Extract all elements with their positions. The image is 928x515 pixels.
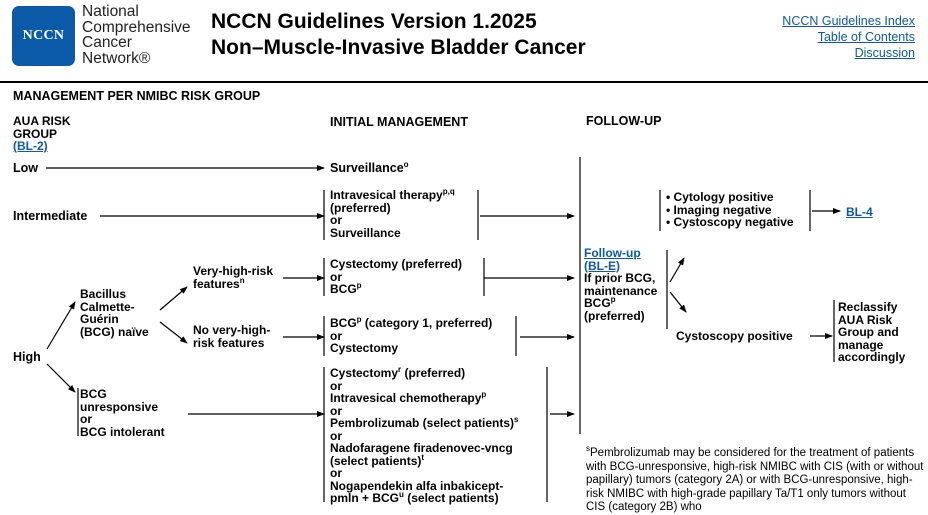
- mgmt-line: BCG: [330, 282, 357, 296]
- label-line: Very-high-risk: [193, 264, 274, 278]
- naive-to-vhr-arrow: [160, 287, 187, 310]
- followup-line: If prior BCG,: [584, 271, 656, 285]
- followup-line: maintenance: [584, 283, 658, 298]
- mgmt-line: (preferred): [401, 366, 466, 380]
- org-line: Comprehensive: [82, 18, 191, 36]
- mgmt-line: or: [330, 428, 342, 443]
- high-to-naive-arrow: [47, 302, 75, 349]
- mgmt-line: BCG: [330, 316, 357, 330]
- footnote-mark: s: [586, 444, 590, 453]
- mgmt-line: or: [330, 378, 342, 393]
- naive-to-nvhr-arrow: [160, 322, 187, 343]
- mgmt-line: or: [330, 328, 342, 343]
- header-line: GROUP: [13, 126, 58, 141]
- org-line: National: [82, 3, 139, 20]
- mgmt-line: or: [330, 213, 342, 227]
- mgmt-line: Intravesical chemotherapy: [330, 391, 482, 405]
- guidelines-index-link[interactable]: NCCN Guidelines Index: [782, 14, 915, 28]
- logo-text: NCCN: [22, 28, 65, 43]
- mgmt-line: (preferred): [330, 200, 391, 215]
- reclassify-line: Group and: [838, 325, 899, 339]
- label-line: BCG: [80, 387, 107, 401]
- label-line: risk features: [193, 335, 265, 350]
- section-title: MANAGEMENT PER NMIBC RISK GROUP: [13, 89, 261, 103]
- mgmt-line: Cystectomy: [330, 341, 399, 355]
- reclassify-line: accordingly: [838, 350, 906, 364]
- title-line-1: NCCN Guidelines Version 1.2025: [211, 10, 537, 33]
- reclassify-line: manage: [838, 337, 884, 352]
- footnote-ref: n: [239, 275, 245, 285]
- followup-line: (preferred): [584, 308, 645, 323]
- label-line: or: [80, 412, 92, 426]
- footnote-ref: s: [514, 415, 519, 424]
- high-to-unresponsive-arrow: [47, 364, 75, 392]
- result-line: • Cystoscopy negative: [666, 215, 794, 229]
- bl2-link[interactable]: (BL-2): [13, 139, 48, 153]
- mgmt-line: or: [330, 466, 342, 480]
- mgmt-line: (category 1, preferred): [361, 316, 493, 330]
- footnote-ref: p: [356, 315, 362, 324]
- followup-line: BCG: [584, 296, 611, 310]
- mgmt-line: Intravesical therapy: [330, 188, 443, 202]
- org-line: Network®: [82, 49, 151, 67]
- mgmt-line: Cystectomy (preferred): [330, 257, 463, 271]
- mgmt-line: Cystectomy: [330, 366, 399, 380]
- result-line: • Imaging negative: [666, 202, 772, 217]
- label-line: (BCG) naïve: [80, 324, 149, 339]
- label-line: BCG intolerant: [80, 424, 165, 439]
- mgmt-line: or: [330, 269, 342, 284]
- high-risk-label: High: [13, 350, 41, 364]
- reclassify-line: Reclassify: [838, 300, 898, 314]
- footnote-ref: t: [421, 452, 425, 462]
- footnote-ref: p,q: [442, 187, 455, 196]
- label-line: unresponsive: [80, 399, 159, 414]
- initial-management-header: INITIAL MANAGEMENT: [330, 115, 468, 129]
- footnote-ref: u: [399, 490, 404, 499]
- mgmt-line: (select patients): [403, 491, 499, 505]
- table-of-contents-link[interactable]: Table of Contents: [817, 30, 915, 44]
- footnote-ref: p: [481, 390, 487, 399]
- footnote-ref: r: [398, 365, 402, 374]
- discussion-link[interactable]: Discussion: [854, 46, 915, 60]
- mgmt-line: Pembrolizumab (select patients): [330, 416, 515, 430]
- org-line: Cancer: [82, 34, 132, 51]
- bl4-link[interactable]: BL-4: [846, 205, 873, 219]
- reclassify-line: AUA Risk: [838, 312, 893, 327]
- followup-header: FOLLOW-UP: [586, 114, 662, 128]
- footnote-text: Pembrolizumab may be considered for the treatment of patients with BCG-unresponsive, high-risk NMIBC with CIS (with or without papillary) tumors (category 2A) or with BCG-unresponsive, high-risk NMIBC with high-grade papillary Ta/T1 only tumors without CIS (category 2B) who: [586, 447, 924, 513]
- label-line: features: [193, 276, 240, 291]
- mgmt-line: Surveillance: [330, 225, 401, 240]
- mgmt-line: Nadofaragene firadenovec-vncg: [330, 441, 513, 455]
- label-line: Guérin: [80, 312, 119, 326]
- followup-link[interactable]: Follow-up: [584, 246, 641, 260]
- mgmt-line: pmln + BCG: [330, 491, 400, 505]
- followup-up-arrow: [670, 258, 684, 282]
- footnote-ref: p: [610, 295, 616, 304]
- cystoscopy-positive: Cystoscopy positive: [676, 329, 793, 343]
- label-line: Bacillus: [80, 287, 127, 301]
- title-line-2: Non–Muscle-Invasive Bladder Cancer: [211, 36, 586, 59]
- followup-down-arrow: [670, 292, 686, 312]
- intermediate-risk-label: Intermediate: [13, 209, 88, 223]
- footnote-ref: o: [403, 160, 409, 169]
- bl-e-link[interactable]: (BL-E): [584, 258, 620, 273]
- low-risk-label: Low: [13, 161, 38, 175]
- mgmt-line: Nogapendekin alfa inbakicept-: [330, 478, 504, 493]
- footnote-ref: p: [356, 281, 362, 290]
- mgmt-line: or: [330, 403, 342, 418]
- label-line: Calmette-: [80, 299, 135, 314]
- label-line: No very-high-: [193, 323, 271, 337]
- header-line: AUA RISK: [13, 114, 71, 128]
- result-line: • Cytology positive: [666, 190, 774, 204]
- mgmt-line: (select patients): [330, 453, 422, 468]
- surveillance-text: Surveillance: [330, 161, 404, 175]
